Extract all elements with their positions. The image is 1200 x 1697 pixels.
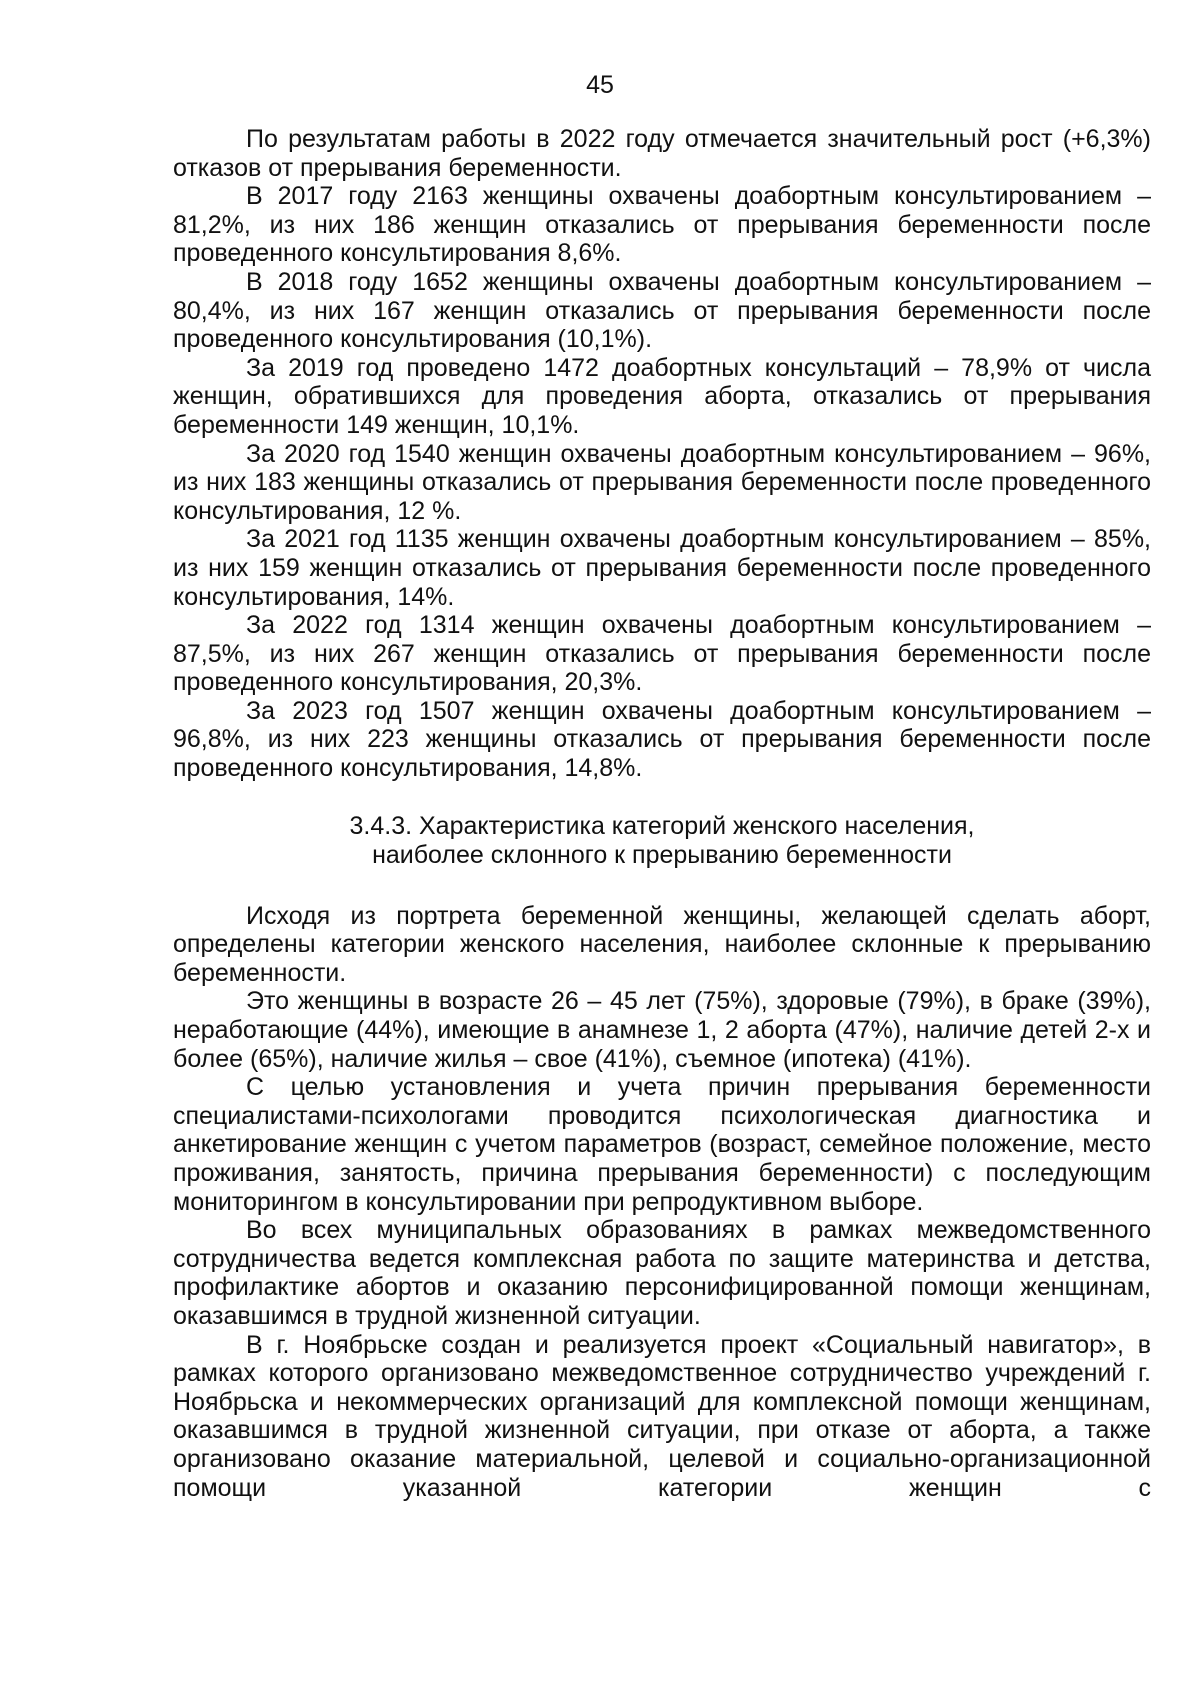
paragraph: За 2020 год 1540 женщин охвачены доабортным консультированием – 96%, из них 183 женщины отказались от прерывания беременности после проведенного консультирования, 12 %. bbox=[173, 439, 1151, 525]
document-body bbox=[173, 125, 1151, 1502]
paragraph: В г. Ноябрьске создан и реализуется проект «Социальный навигатор», в рамках которого организовано межведомственное сотрудничество учреждений г. Ноябрьска и некоммерческих организаций для комплексной помощи женщинам, оказавшимся в трудной жизненной ситуации, при отказе от аборта, а также организовано оказание материальной, целевой и социально-организационной помощи указанной категории женщин с bbox=[173, 1330, 1151, 1502]
paragraph: За 2021 год 1135 женщин охвачены доабортным консультированием – 85%, из них 159 женщин отказались от прерывания беременности после проведенного консультирования, 14%. bbox=[173, 525, 1151, 611]
paragraph: В 2017 году 2163 женщины охвачены доабортным консультированием – 81,2%, из них 186 женщин отказались от прерывания беременности после проведенного консультирования 8,6%. bbox=[173, 182, 1151, 268]
paragraph: По результатам работы в 2022 году отмечается значительный рост (+6,3%) отказов от прерывания беременности. bbox=[173, 125, 1151, 182]
paragraph: Это женщины в возрасте 26 – 45 лет (75%), здоровые (79%), в браке (39%), неработающие (44%), имеющие в анамнезе 1, 2 аборта (47%), наличие детей 2-х и более (65%), наличие жилья – свое (41%), съемное (ипотека) (41%). bbox=[173, 987, 1151, 1073]
paragraph: С целью установления и учета причин прерывания беременности специалистами-психологами проводится психологическая диагностика и анкетирование женщин с учетом параметров (возраст, семейное положение, место проживания, занятость, причина прерывания беременности) с последующим мониторингом в консультировании при репродуктивном выборе. bbox=[173, 1073, 1151, 1216]
paragraph: За 2023 год 1507 женщин охвачены доабортным консультированием – 96,8%, из них 223 женщины отказались от прерывания беременности после проведенного консультирования, 14,8%. bbox=[173, 696, 1151, 783]
section-heading-line-1: 3.4.3. Характеристика категорий женского населения, bbox=[349, 811, 975, 840]
paragraph: В 2018 году 1652 женщины охвачены доабортным консультированием – 80,4%, из них 167 женщин отказались от прерывания беременности после проведенного консультирования (10,1%). bbox=[173, 267, 1151, 354]
paragraph: За 2022 год 1314 женщин охвачены доабортным консультированием – 87,5%, из них 267 женщин отказались от прерывания беременности после проведенного консультирования, 20,3%. bbox=[173, 611, 1151, 697]
paragraph: Исходя из портрета беременной женщины, желающей сделать аборт, определены категории женского населения, наиболее склонные к прерыванию беременности. bbox=[173, 901, 1151, 987]
paragraph: За 2019 год проведено 1472 доабортных консультаций – 78,9% от числа женщин, обратившихся для проведения аборта, отказались от прерывания беременности 149 женщин, 10,1%. bbox=[173, 353, 1151, 439]
section-heading bbox=[173, 812, 1151, 870]
page-number: 45 bbox=[586, 71, 614, 99]
paragraph: Во всех муниципальных образованиях в рамках межведомственного сотрудничества ведется комплексная работа по защите материнства и детства, профилактике абортов и оказанию персонифицированной помощи женщинам, оказавшимся в трудной жизненной ситуации. bbox=[173, 1216, 1151, 1330]
section-heading-line-2: наиболее склонного к прерыванию беременности bbox=[372, 840, 952, 869]
